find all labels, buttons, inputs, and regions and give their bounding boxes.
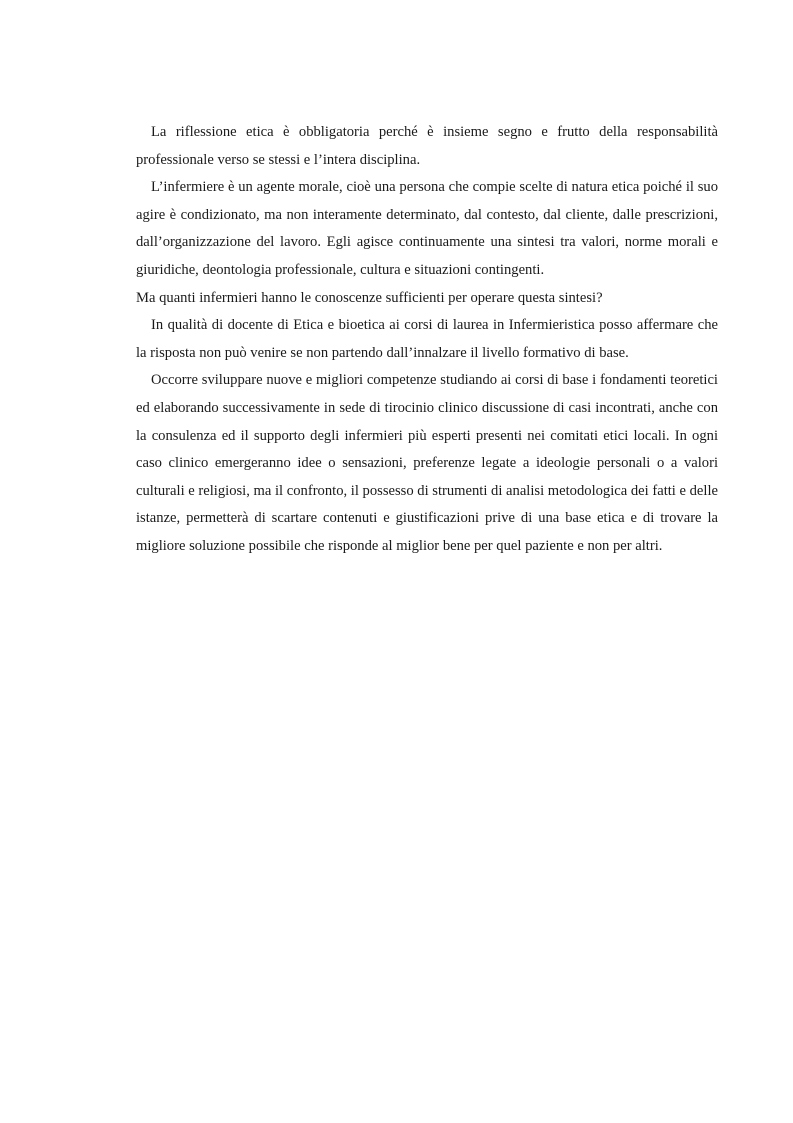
paragraph-ethical-reflection: La riflessione etica è obbligatoria perché è insieme segno e frutto della responsabilità professionale verso se stessi e l’intera disciplina. xyxy=(136,124,718,168)
body-text xyxy=(136,119,718,561)
paragraph-moral-agent: L’infermiere è un agente morale, cioè una persona che compie scelte di natura etica poiché il suo agire è condizionato, ma non interamente determinato, dal contesto, dal cliente, dalle prescrizioni, dall’organizzazione del lavoro. Egli agisce continuamente una sintesi tra valori, norme morali e giuridiche, deontologia professionale, cultura e situazioni contingenti. xyxy=(136,179,718,278)
paragraph-question: Ma quanti infermieri hanno le conoscenze sufficienti per operare questa sintesi? xyxy=(136,289,603,306)
paragraph-teaching: In qualità di docente di Etica e bioetica ai corsi di laurea in Infermieristica posso affermare che la risposta non può venire se non partendo dall’innalzare il livello formativo di base. xyxy=(136,317,718,361)
paragraph-competences: Occorre sviluppare nuove e migliori competenze studiando ai corsi di base i fondamenti teoretici ed elaborando successivamente in sede di tirocinio clinico discussione di casi incontrati, anche con la consulenza ed il supporto degli infermieri più esperti presenti nei comitati etici locali. In ogni caso clinico emergeranno idee o sensazioni, preferenze legate a ideologie personali o a valori culturali e religiosi, ma il confronto, il possesso di strumenti di analisi metodologica dei fatti e delle istanze, permetterà di scartare contenuti e giustificazioni prive di una base etica e di trovare la migliore soluzione possibile che risponde al miglior bene per quel paziente e non per altri. xyxy=(136,372,718,554)
